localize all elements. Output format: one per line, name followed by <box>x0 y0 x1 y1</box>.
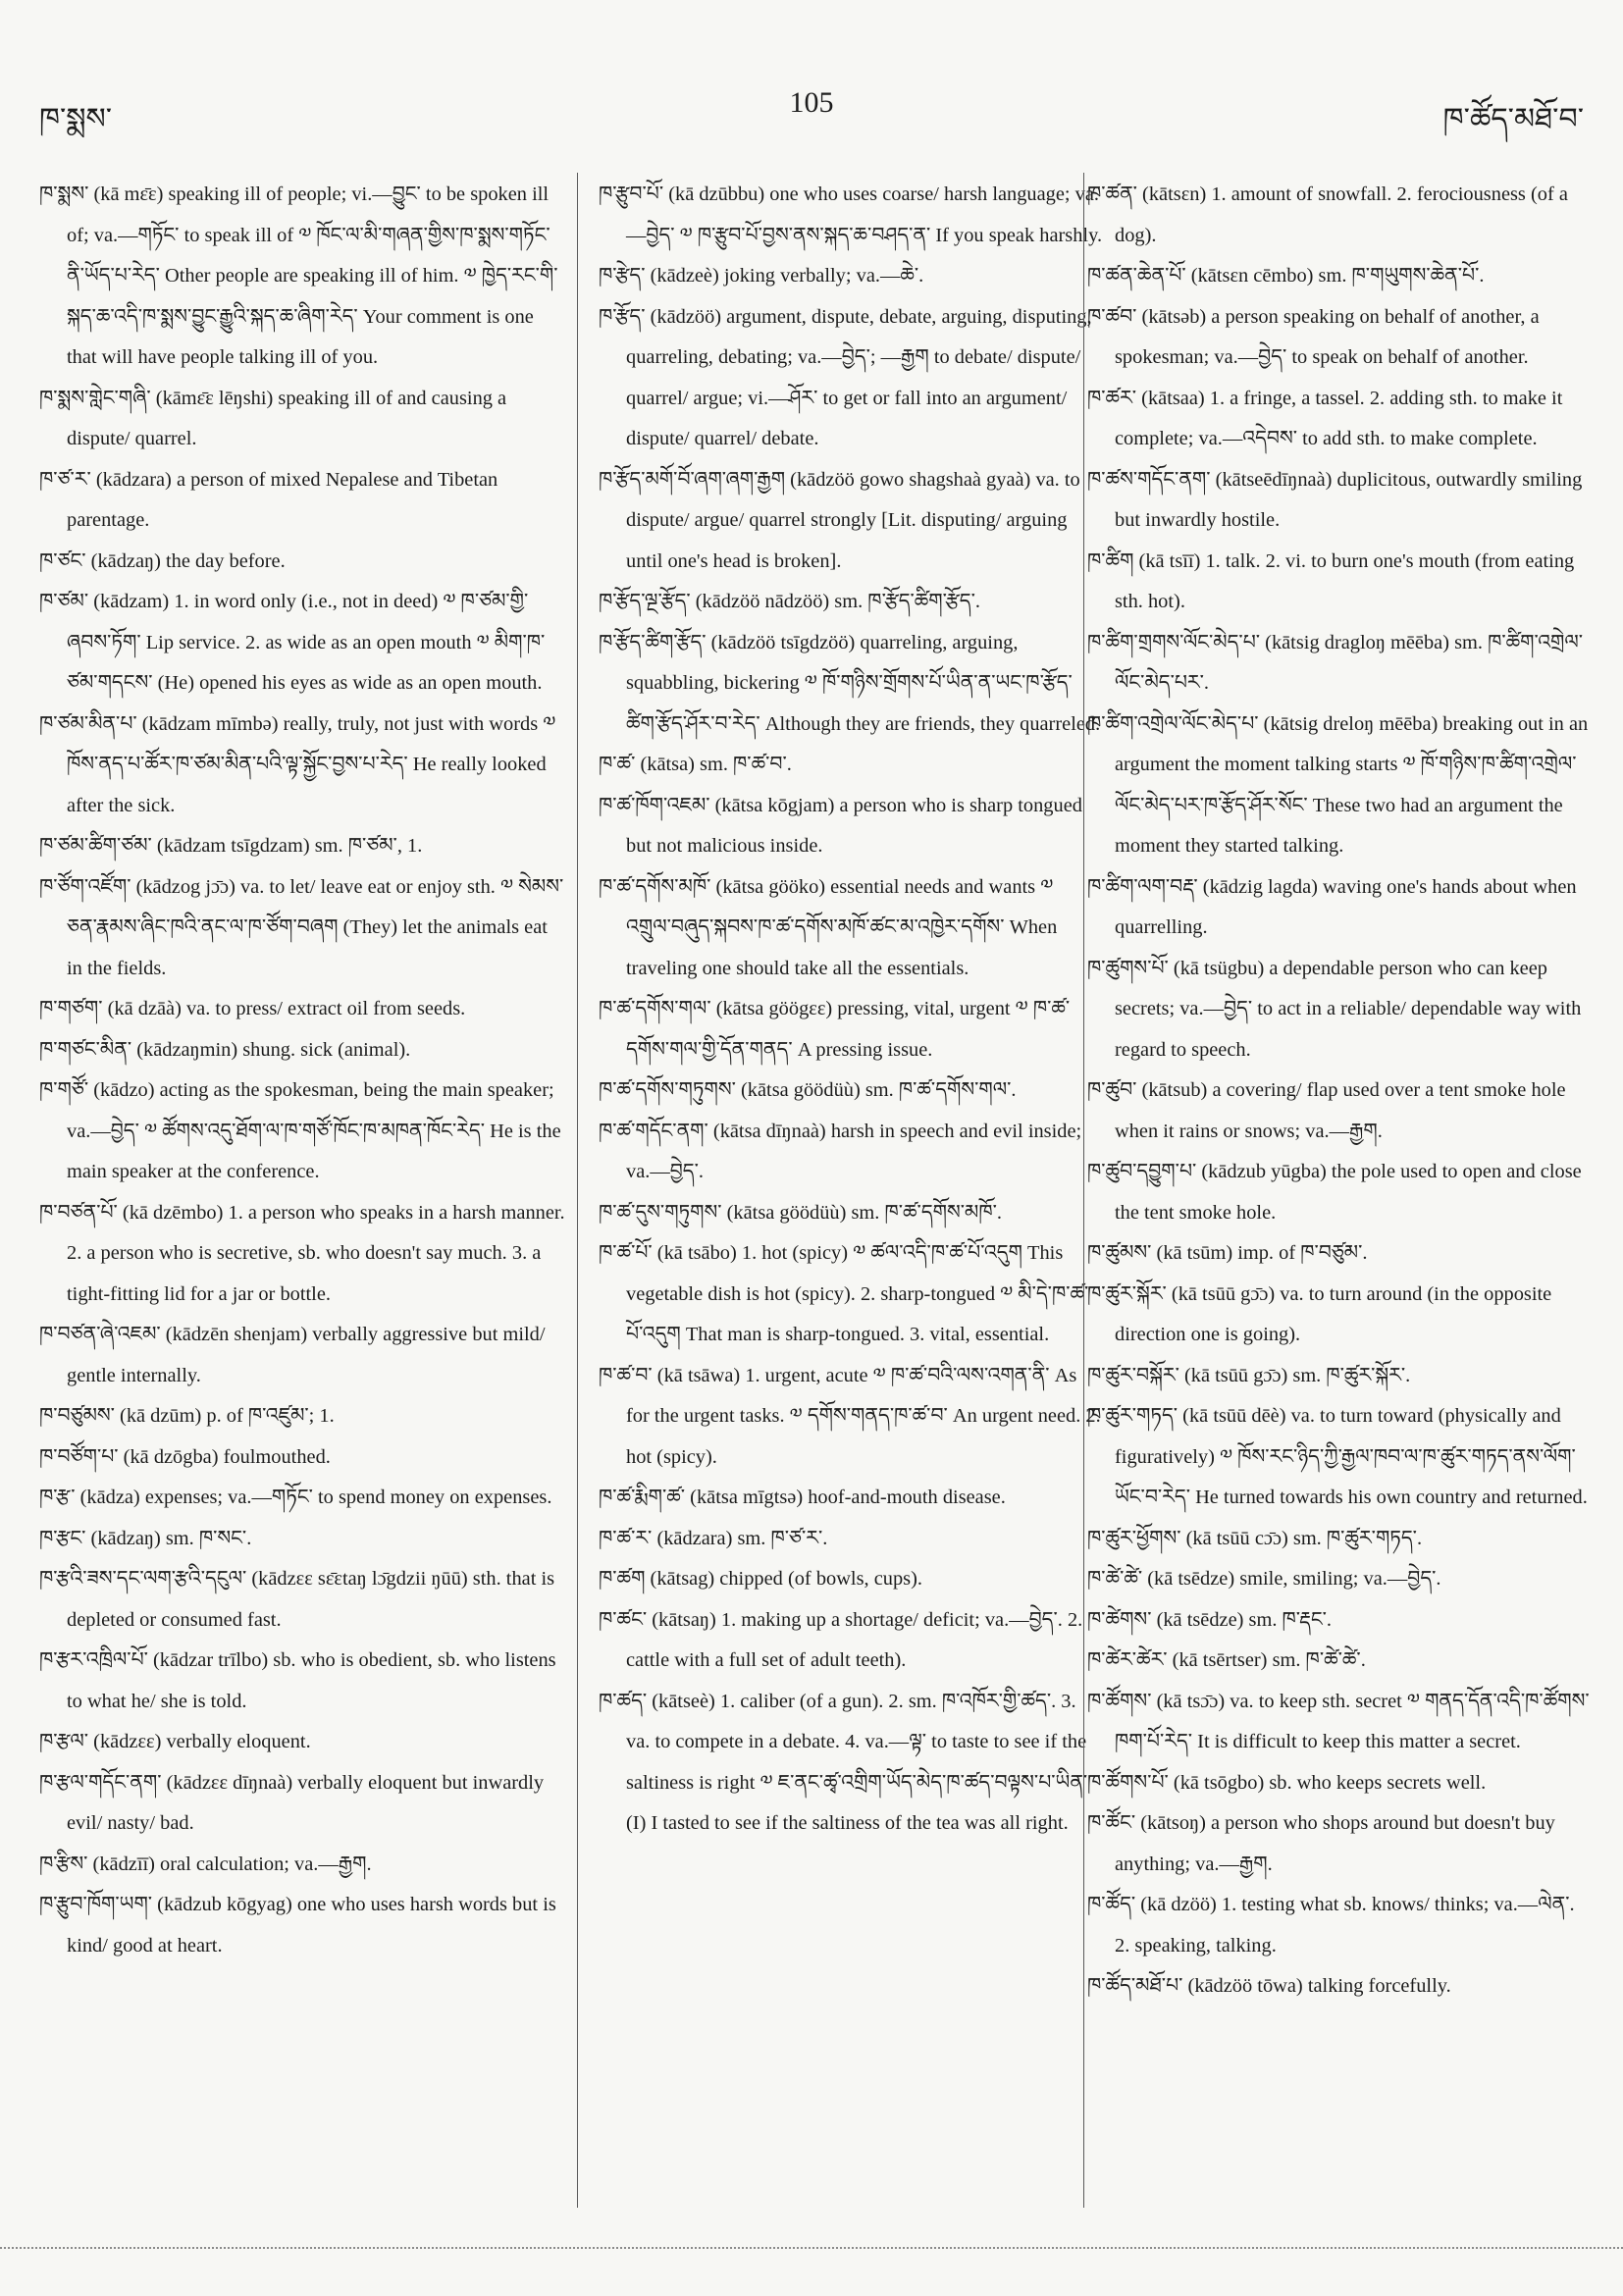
dictionary-entry: ཁ་ཙང་ (kādzaŋ) the day before. <box>39 549 286 572</box>
dictionary-entry: ཁ་ཚུར་གཏད་ (kā tsūū dēè) va. to turn toward (physically and figuratively) ༧ ཁོས་རང་ཉིད་ཀྱི་རྒྱལ་ཁབ་ལ་ཁ་ཚུར་གཏད་ནས་ལོག་ཡོང་བ་རེད་ He turned towards his own country and returned. <box>1087 1405 1588 1508</box>
dictionary-entry: ཁ་ཙོག་འཛོག་ (kādzog jɔ̄ɔ) va. to let/ leave eat or enjoy sth. ༧ སེམས་ཅན་རྣམས་ཞིང་ཁའི་ནང་ལ་ཁ་ཙོག་བཞག (They) let the animals eat in the fields. <box>39 875 564 979</box>
dictionary-entry: ཁ་ཚ་ཁོག་འཇམ་ (kātsa kōgjam) a person who is sharp tongued but not malicious inside. <box>599 794 1082 857</box>
dictionary-entry: ཁ་ཚར་ (kātsaa) 1. a fringe, a tassel. 2. adding sth. to make it complete; va.—འདེབས་ to add sth. to make complete. <box>1087 387 1563 449</box>
dictionary-entry: ཁ་ཚག (kātsag) chipped (of bowls, cups). <box>599 1568 922 1590</box>
dictionary-entry: ཁ་ཚ་དགོས་གལ་ (kātsa göögɛɛ) pressing, vital, urgent ༧ ཁ་ཚ་དགོས་གལ་གྱི་དོན་གནད་ A pressing issue. <box>599 998 1071 1061</box>
column-divider-2 <box>1083 173 1084 2208</box>
dictionary-entry: ཁ་ཙམ་ (kādzam) 1. in word only (i.e., not in deed) ༧ ཁ་ཙམ་གྱི་ཞབས་ཏོག་ Lip service. 2. as wide as an open mouth ༧ མིག་ཁ་ཙམ་གདངས་ (He) opened his eyes as wide as an open mouth. <box>39 591 546 694</box>
dictionary-entry: ཁ་ཚུགས་པོ་ (kā tsügbu) a dependable person who can keep secrets; va.—བྱེད་ to act in a reliable/ dependable way with regard to speech. <box>1087 957 1582 1061</box>
dictionary-entry: ཁ་རྩིས་ (kādzīī) oral calculation; va.—རྒྱག. <box>39 1852 372 1875</box>
dictionary-entry: ཁ་ཚུབ་ (kātsub) a covering/ flap used over a tent smoke hole when it rains or snows; va.—རྒྱག. <box>1087 1079 1566 1142</box>
dictionary-entry: ཁ་རྩལ་ (kādzɛɛ) verbally eloquent. <box>39 1731 311 1752</box>
dictionary-entry: ཁ་རྩེད་ (kādzeè) joking verbally; va.—ཆེ་. <box>599 265 924 287</box>
dictionary-entry: ཁ་ཙམ་མིན་པ་ (kādzam mīmbə) really, truly, not just with words ༧ ཁོས་ནད་པ་ཚོར་ཁ་ཙམ་མིན་པའི་ལྟ་སྐྱོང་བྱས་པ་རེད་ He really looked after the sick. <box>39 712 556 816</box>
dictionary-entry: ཁ་རྩ་ (kādza) expenses; va.—གཏོང་ to spend money on expenses. <box>39 1487 552 1508</box>
dictionary-entry: ཁ་ཚ་པོ་ (kā tsābo) 1. hot (spicy) ༧ ཚལ་འདི་ཁ་ཚ་པོ་འདུག This vegetable dish is hot (spicy). 2. sharp-tongued ༧ མི་དེ་ཁ་ཚ་པོ་འདུག That man is sharp-tongued. 3. vital, essential. <box>599 1242 1089 1345</box>
dictionary-entry: ཁ་ཚབ་ (kātsəb) a person speaking on behalf of another, a spokesman; va.—བྱེད་ to speak on behalf of another. <box>1087 305 1540 368</box>
dictionary-entry: ཁ་ཚ་དུས་གཏུགས་ (kātsa göödüù) sm. ཁ་ཚ་དགོས་མཁོ་. <box>599 1201 1003 1224</box>
dictionary-entry: ཁ་སྨས་གླེང་གཞི་ (kāmɛ̄ɛ lēŋshi) speaking ill of and causing a dispute/ quarrel. <box>39 387 507 449</box>
dictionary-entry: ཁ་རྩུབ་ཁོག་ཡག་ (kādzub kōgyag) one who uses harsh words but is kind/ good at heart. <box>39 1894 556 1957</box>
dictionary-entry: ཁ་བཙུམས་ (kā dzūm) p. of ཁ་འཛུམ་; 1. <box>39 1405 335 1427</box>
dictionary-entry: ཁ་ཚིག་ལག་བརྡ་ (kādzig lagda) waving one's hands about when quarrelling. <box>1087 875 1577 938</box>
dictionary-entry: ཁ་ཚད་ (kātseè) 1. caliber (of a gun). 2. sm. ཁ་འཁོར་གྱི་ཚད་. 3. va. to compete in a debate. 4. va.—ལྟ་ to taste to see if the saltiness is right ༧ ཇ་ནང་ཚྭ་འགྲིག་ཡོད་མེད་ཁ་ཚད་བལྟས་པ་ཡིན་ (I) I tasted to see if the saltiness of the tea was all right. <box>599 1690 1088 1834</box>
dictionary-entry: ཁ་གཙང་མིན་ (kādzaŋmin) shung. sick (animal). <box>39 1038 411 1061</box>
dictionary-entry: ཁ་གཙག་ (kā dzāà) va. to press/ extract oil from seeds. <box>39 998 466 1019</box>
dictionary-entry: ཁ་རྩར་འཁྲིལ་པོ་ (kādzar trīlbo) sb. who is obedient, sb. who listens to what he/ she is told. <box>39 1649 556 1712</box>
dictionary-entry: ཁ་རྩང་ (kādzaŋ) sm. ཁ་སང་. <box>39 1527 252 1549</box>
dictionary-entry: ཁ་ཚུར་ཕྱོགས་ (kā tsūū cɔ̄ɔ) sm. ཁ་ཚུར་གཏད་. <box>1087 1527 1423 1549</box>
dictionary-entry: ཁ་ཚ་བ་ (kā tsāwa) 1. urgent, acute ༧ ཁ་ཚ་བའི་ལས་འགན་ནི་ As for the urgent tasks. ༧ དགོས་གནད་ཁ་ཚ་བ་ An urgent need. 2. hot (spicy). <box>599 1364 1101 1468</box>
dictionary-entry: ཁ་ཚོང་ (kātsoŋ) a person who shops around but doesn't buy anything; va.—རྒྱག. <box>1087 1812 1555 1875</box>
dictionary-entry: ཁ་གཙོ་ (kādzo) acting as the spokesman, being the main speaker; va.—བྱེད་ ༧ ཚོགས་འདུ་ཐོག་ལ་ཁ་གཙོ་ཁོང་ཁ་མཁན་ཁོང་རེད་ He is the main speaker at the conference. <box>39 1079 561 1182</box>
header-left-guide-word: ཁ་སྨས་ <box>39 103 113 135</box>
dictionary-entry: ཁ་ཚུར་སྐོར་ (kā tsūū gɔ̄ɔ) va. to turn around (in the opposite direction one is going). <box>1087 1282 1552 1345</box>
column-2 <box>599 175 1103 2216</box>
dictionary-entry: ཁ་ཚ་གདོང་ནག་ (kātsa dīŋnaà) harsh in speech and evil inside; va.—བྱེད་. <box>599 1120 1082 1182</box>
dictionary-entry: ཁ་ཚིག་གྲགས་ལོང་མེད་པ་ (kātsig dragloŋ mēēba) sm. ཁ་ཚིག་འགྲེལ་ལོང་མེད་པར་. <box>1087 631 1584 694</box>
dictionary-entry: ཁ་ཚ་རྨིག་ཚ་ (kātsa mīgtsə) hoof-and-mouth disease. <box>599 1487 1006 1508</box>
dictionary-entry: ཁ་རྩོད་ལྔ་རྩོད་ (kādzöö nādzöö) sm. ཁ་རྩོད་ཚིག་རྩོད་. <box>599 591 980 612</box>
dictionary-entry: ཁ་ཚས་གདོང་ནག་ (kātseēdīŋnaà) duplicitous, outwardly smiling but inwardly hostile. <box>1087 468 1583 531</box>
dictionary-entry: ཁ་བཙོག་པ་ (kā dzōgba) foulmouthed. <box>39 1445 331 1468</box>
dictionary-entry: ཁ་ཚིག་འགྲེལ་ལོང་མེད་པ་ (kātsig dreloŋ mēēba) breaking out in an argument the moment talking starts ༧ ཁོ་གཉིས་ཁ་ཚིག་འགྲེལ་ལོང་མེད་པར་ཁ་རྩོད་ཤོར་སོང་ These two had an argument the moment they started talking. <box>1087 712 1589 857</box>
dictionary-entry: ཁ་ཚུར་བསྐོར་ (kā tsūū gɔ̄ɔ) sm. ཁ་ཚུར་སྐོར་. <box>1087 1364 1411 1386</box>
dictionary-entry: ཁ་ཚེགས་ (kā tsēdze) sm. ཁ་རྡང་. <box>1087 1608 1333 1631</box>
dictionary-entry: ཁ་རྩོད་ (kādzöö) argument, dispute, debate, arguing, disputing, quarreling, debating; va.—བྱེད་; —རྒྱག to debate/ dispute/ quarrel/ argue; vi.—ཤོར་ to get or fall into an argument/ dispute/ quarrel/ debate. <box>599 305 1092 449</box>
dictionary-entry: ཁ་ཚ་དགོས་གཏུགས་ (kātsa göödüù) sm. ཁ་ཚ་དགོས་གལ་. <box>599 1079 1017 1101</box>
dictionary-entry: ཁ་ཚ་ར་ (kādzara) sm. ཁ་ཙ་ར་. <box>599 1527 828 1549</box>
dictionary-entry: ཁ་ཚོད་མཐོ་པ་ (kādzöö tōwa) talking forcefully. <box>1087 1975 1451 1997</box>
dictionary-entry: ཁ་བཙན་ཞེ་འཇམ་ (kādzēn shenjam) verbally aggressive but mild/ gentle internally. <box>39 1324 546 1386</box>
dictionary-entry: ཁ་ཚ་ (kātsa) sm. ཁ་ཚ་བ་. <box>599 754 792 775</box>
dictionary-entry: ཁ་ཚུབ་དབྱུག་པ་ (kādzub yūgba) the pole used to open and close the tent smoke hole. <box>1087 1161 1582 1224</box>
dictionary-entry: ཁ་རྩུབ་པོ་ (kā dzūbbu) one who uses coarse/ harsh language; va.—བྱེད་ ༧ ཁ་རྩུབ་པོ་བྱས་ནས་སྐད་ཆ་བཤད་ན་ If you speak harshly. <box>599 183 1103 246</box>
header-right-guide-word: ཁ་ཚོད་མཐོ་བ་ <box>1442 103 1584 135</box>
dictionary-entry: ཁ་ཚན་ཆེན་པོ་ (kātsɛn cēmbo) sm. ཁ་གཡུགས་ཆེན་པོ་. <box>1087 265 1485 287</box>
dictionary-entry: ཁ་རྩོད་ཚིག་རྩོད་ (kādzöö tsīgdzöö) quarreling, arguing, squabbling, bickering ༧ ཁོ་གཉིས་གྲོགས་པོ་ཡིན་ན་ཡང་ཁ་རྩོད་ཚིག་རྩོད་ཤོར་བ་རེད་ Although they are friends, they quarreled. <box>599 631 1101 735</box>
dictionary-entry: ཁ་རྩོད་མགོ་བོ་ཞག་ཞག་རྒྱག (kādzöö gowo shagshaà gyaà) va. to dispute/ argue/ quarrel strongly [Lit. disputing/ arguing until one's head is broken]. <box>599 468 1080 572</box>
dictionary-entry: ཁ་ཚེར་ཚེར་ (kā tsērtser) sm. ཁ་ཚེ་ཚེ་. <box>1087 1649 1366 1671</box>
column-1 <box>39 175 566 2216</box>
dictionary-entry: ཁ་ཚེ་ཚེ་ (kā tsēdze) smile, smiling; va.—བྱེད་. <box>1087 1568 1441 1590</box>
footer-dotted-line <box>0 2247 1623 2249</box>
dictionary-entry: ཁ་ཙ་ར་ (kādzara) a person of mixed Nepalese and Tibetan parentage. <box>39 468 498 531</box>
dictionary-entry: ཁ་རྩལ་གདོང་ནག་ (kādzɛɛ dīŋnaà) verbally eloquent but inwardly evil/ nasty/ bad. <box>39 1771 545 1834</box>
dictionary-entry: ཁ་ཚིག (kā tsīī) 1. talk. 2. vi. to burn one's mouth (from eating sth. hot). <box>1087 549 1575 612</box>
dictionary-entry: ཁ་རྩའི་ཟས་དང་ལག་རྩའི་དངུལ་ (kādzɛɛ sɛ̄ɛtaŋ lɔ̄gdzii ŋūū) sth. that is depleted or consumed fast. <box>39 1568 555 1631</box>
dictionary-entry: ཁ་ཚོད་ (kā dzöö) 1. testing what sb. knows/ thinks; va.—ལེན་. 2. speaking, talking. <box>1087 1894 1575 1957</box>
dictionary-entry: ཁ་ཚོགས་ (kā tsɔ̄ɔ) va. to keep sth. secret ༧ གནད་དོན་འདི་ཁ་ཚོགས་ཁག་པོ་རེད་ It is difficult to keep this matter a secret. <box>1087 1690 1590 1752</box>
page-number: 105 <box>789 86 834 119</box>
dictionary-entry: ཁ་བཙན་པོ་ (kā dzēmbo) 1. a person who speaks in a harsh manner. 2. a person who is secretive, sb. who doesn't say much. 3. a tight-fitting lid for a jar or bottle. <box>39 1201 565 1305</box>
dictionary-entry: ཁ་ཚ་དགོས་མཁོ་ (kātsa gööko) essential needs and wants ༧ འགྲུལ་བཞུད་སྐབས་ཁ་ཚ་དགོས་མཁོ་ཚང་མ་འཁྱེར་དགོས་ When traveling one should take all the essentials. <box>599 875 1058 979</box>
dictionary-entry: ཁ་ཙམ་ཚིག་ཙམ་ (kādzam tsīgdzam) sm. ཁ་ཙམ་, 1. <box>39 835 423 857</box>
dictionary-entry: ཁ་ཚན་ (kātsɛn) 1. amount of snowfall. 2. ferociousness (of a dog). <box>1087 183 1568 246</box>
dictionary-entry: ཁ་ཚོགས་པོ་ (kā tsōgbo) sb. who keeps secrets well. <box>1087 1771 1487 1794</box>
dictionary-entry: ཁ་ཚུམས་ (kā tsūm) imp. of ཁ་བཙུམ་. <box>1087 1242 1368 1264</box>
dictionary-entry: ཁ་སྨས་ (kā mɛ̄ɛ) speaking ill of people; vi.—བྱུང་ to be spoken ill of; va.—གཏོང་ to speak ill of ༧ ཁོང་ལ་མི་གཞན་གྱིས་ཁ་སྨས་གཏོང་ནི་ཡོད་པ་རེད་ Other people are speaking ill of him. ༧ ཁྱེད་རང་གི་སྐད་ཆ་འདི་ཁ་སྨས་བྱུང་རྒྱུའི་སྐད་ཆ་ཞིག་རེད་ Your comment is one that will have people talking ill of you. <box>39 183 558 368</box>
dictionary-entry: ཁ་ཚང་ (kātsaŋ) 1. making up a shortage/ deficit; va.—བྱེད་. 2. cattle with a full set of adult teeth). <box>599 1608 1083 1671</box>
column-3 <box>1087 175 1592 2216</box>
column-divider-1 <box>577 173 578 2208</box>
